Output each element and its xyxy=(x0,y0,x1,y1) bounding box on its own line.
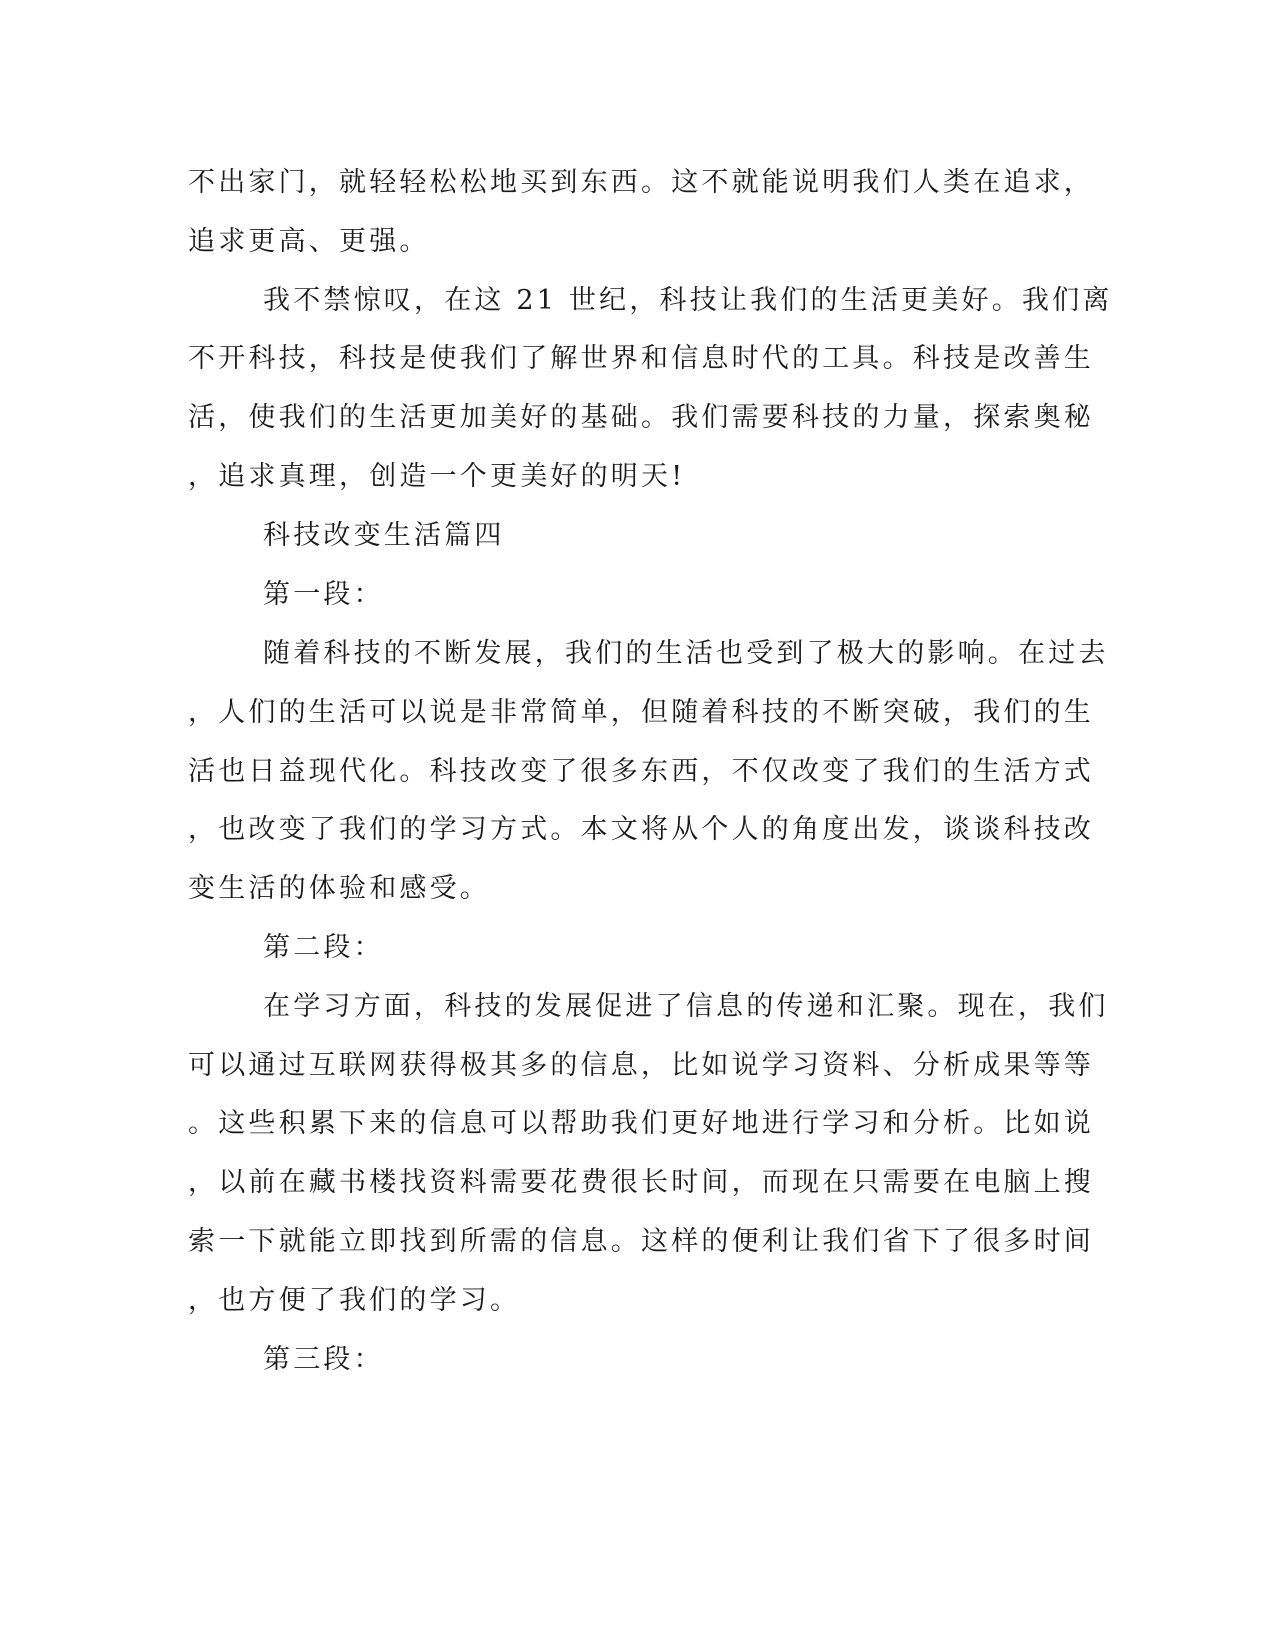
text-line-19: 索一下就能立即找到所需的信息。这样的便利让我们省下了很多时间 xyxy=(188,1226,1094,1257)
text-line-2: 追求更高、更强。 xyxy=(188,226,430,257)
paragraph-start-line: 随着科技的不断发展，我们的生活也受到了极大的影响。在过去 xyxy=(263,638,1109,669)
text-line-12: ，也改变了我们的学习方式。本文将从个人的角度出发，谈谈科技改 xyxy=(188,814,1094,845)
text-line-16: 可以通过互联网获得极其多的信息，比如说学习资料、分析成果等等 xyxy=(188,1050,1094,1081)
text-line-20: ，也方便了我们的学习。 xyxy=(188,1285,521,1316)
text-line-1: 不出家门，就轻轻松松地买到东西。这不就能说明我们人类在追求， xyxy=(188,167,1094,198)
text-line-17: 。这些积累下来的信息可以帮助我们更好地进行学习和分析。比如说 xyxy=(188,1108,1094,1139)
text-line-11: 活也日益现代化。科技改变了很多东西，不仅改变了我们的生活方式 xyxy=(188,756,1094,787)
text-line-5: 活，使我们的生活更加美好的基础。我们需要科技的力量，探索奥秘 xyxy=(188,402,1094,433)
text-line-6: ，追求真理，创造一个更美好的明天! xyxy=(188,461,686,492)
text-line-10: ，人们的生活可以说是非常简单，但随着科技的不断突破，我们的生 xyxy=(188,697,1094,728)
paragraph-start-line: 在学习方面，科技的发展促进了信息的传递和汇聚。现在，我们 xyxy=(263,991,1109,1022)
paragraph-label-2: 第二段： xyxy=(263,932,384,963)
paragraph-label-3: 第三段： xyxy=(263,1344,384,1375)
text-line-4: 不开科技，科技是使我们了解世界和信息时代的工具。科技是改善生 xyxy=(188,343,1094,374)
paragraph-label-1: 第一段： xyxy=(263,579,384,610)
paragraph-start-line: 我不禁惊叹，在这 21 世纪，科技让我们的生活更美好。我们离 xyxy=(263,285,1113,316)
text-line-18: ，以前在藏书楼找资料需要花费很长时间，而现在只需要在电脑上搜 xyxy=(188,1167,1094,1198)
section-heading: 科技改变生活篇四 xyxy=(263,520,505,551)
text-line-13: 变生活的体验和感受。 xyxy=(188,873,490,904)
